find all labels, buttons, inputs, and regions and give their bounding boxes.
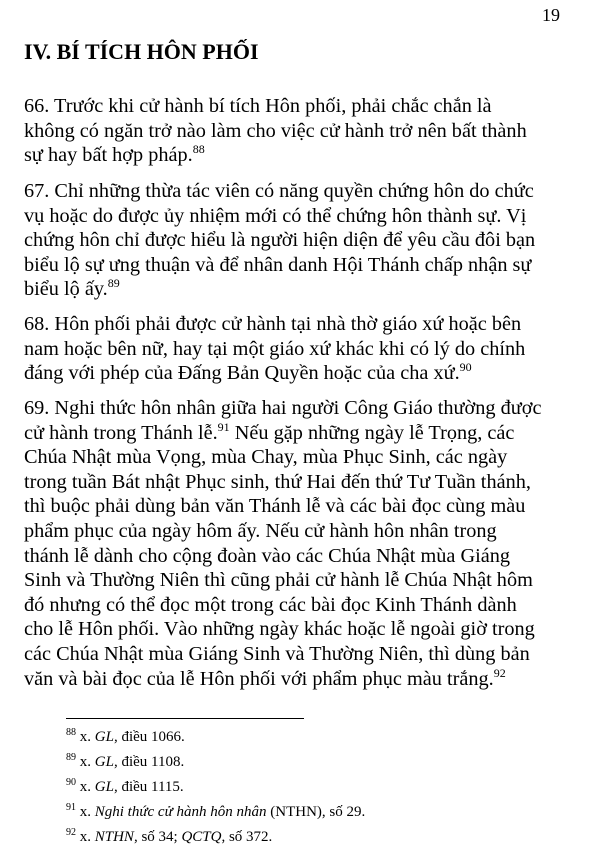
para-line: biểu lộ ấy.$^{89}$ bbox=[24, 276, 120, 301]
page-number: 19 bbox=[542, 5, 560, 25]
para-line: 66. Trước khi cử hành bí tích Hôn phối, phải chắc chắn là bbox=[24, 95, 492, 117]
para-line: đó nhưng có thể đọc một trong các bài đọc Kinh Thánh dành bbox=[24, 593, 517, 616]
footnote-91: $^{91}$ x. Nghi thức cử hành hôn nhân (NTHN), số 29. bbox=[66, 802, 366, 820]
para-line: các Chúa Nhật mùa Giáng Sinh và Thường Niên, thì dùng bản bbox=[24, 642, 530, 665]
footnote-ref-89[interactable]: 89 bbox=[107, 276, 120, 291]
para-line: đáng với phép của Đấng Bản Quyền hoặc của cha xứ.$^{90}$ bbox=[24, 360, 472, 385]
para-line: thì buộc phải dùng bản văn Thánh lễ và các bài đọc cùng màu bbox=[24, 495, 526, 518]
footnote-89: $^{89}$ x. GL, điều 1108. bbox=[66, 752, 185, 770]
paragraph-68 bbox=[24, 312, 574, 386]
footnote-ref-88[interactable]: 88 bbox=[192, 142, 205, 157]
para-line: không có ngăn trở nào làm cho việc cử hành trở nên bất thành bbox=[24, 119, 527, 142]
para-line: Chúa Nhật mùa Vọng, mùa Chay, mùa Phục Sinh, các ngày bbox=[24, 446, 508, 469]
paragraph-66 bbox=[24, 94, 574, 168]
para-line: 69. Nghi thức hôn nhân giữa hai người Công Giáo thường được bbox=[24, 397, 542, 419]
para-line: vụ hoặc do được ủy nhiệm mới có thể chứng hôn thành sự. Vị bbox=[24, 204, 527, 227]
footnote-ref-92[interactable]: 92 bbox=[493, 665, 506, 680]
para-line: cử hành trong Thánh lễ.$^{91}$ Nếu gặp những ngày lễ Trọng, các bbox=[24, 419, 515, 444]
para-line: thánh lễ dành cho cộng đoàn vào các Chúa Nhật mùa Giáng bbox=[24, 544, 511, 567]
para-line: cho lễ Hôn phối. Vào những ngày khác hoặc lễ ngoài giờ trong bbox=[24, 618, 535, 641]
para-line: Sinh và Thường Niên thì cũng phải cử hành lễ Chúa Nhật hôm bbox=[24, 569, 533, 592]
para-line: 67. Chỉ những thừa tác viên có năng quyền chứng hôn do chức bbox=[24, 180, 534, 202]
para-line: chứng hôn chỉ được hiểu là người hiện diện để yêu cầu đôi bạn bbox=[24, 229, 536, 252]
footnote-92: $^{92}$ x. NTHN, số 34; QCTQ, số 372. bbox=[66, 827, 273, 845]
para-line: văn và bài đọc của lễ Hôn phối với phẩm phục màu trắng.$^{92}$ bbox=[24, 665, 506, 690]
footnote-ref-90[interactable]: 90 bbox=[459, 360, 472, 375]
para-line: trong tuần Bát nhật Phục sinh, thứ Hai đến thứ Tư Tuần thánh, bbox=[24, 470, 531, 493]
footnote-divider bbox=[66, 718, 304, 719]
para-line: 68. Hôn phối phải được cử hành tại nhà thờ giáo xứ hoặc bên bbox=[24, 313, 522, 335]
footnote-90: $^{90}$ x. GL, điều 1115. bbox=[66, 777, 184, 795]
paragraph-67 bbox=[24, 179, 574, 302]
paragraph-69 bbox=[24, 396, 574, 691]
para-line: sự hay bất hợp pháp.$^{88}$ bbox=[24, 142, 205, 167]
section-title: IV. BÍ TÍCH HÔN PHỐI bbox=[24, 39, 259, 64]
para-line: phẩm phục của ngày hôm ấy. Nếu cử hành hôn nhân trong bbox=[24, 519, 497, 542]
footnote-88: $^{88}$ x. GL, điều 1066. bbox=[66, 727, 185, 745]
para-line: biểu lộ sự ưng thuận và để nhân danh Hội Thánh chấp nhận sự bbox=[24, 253, 532, 276]
footnote-ref-91[interactable]: 91 bbox=[217, 419, 230, 434]
para-line: nam hoặc bên nữ, hay tại một giáo xứ khác khi có lý do chính bbox=[24, 337, 526, 360]
